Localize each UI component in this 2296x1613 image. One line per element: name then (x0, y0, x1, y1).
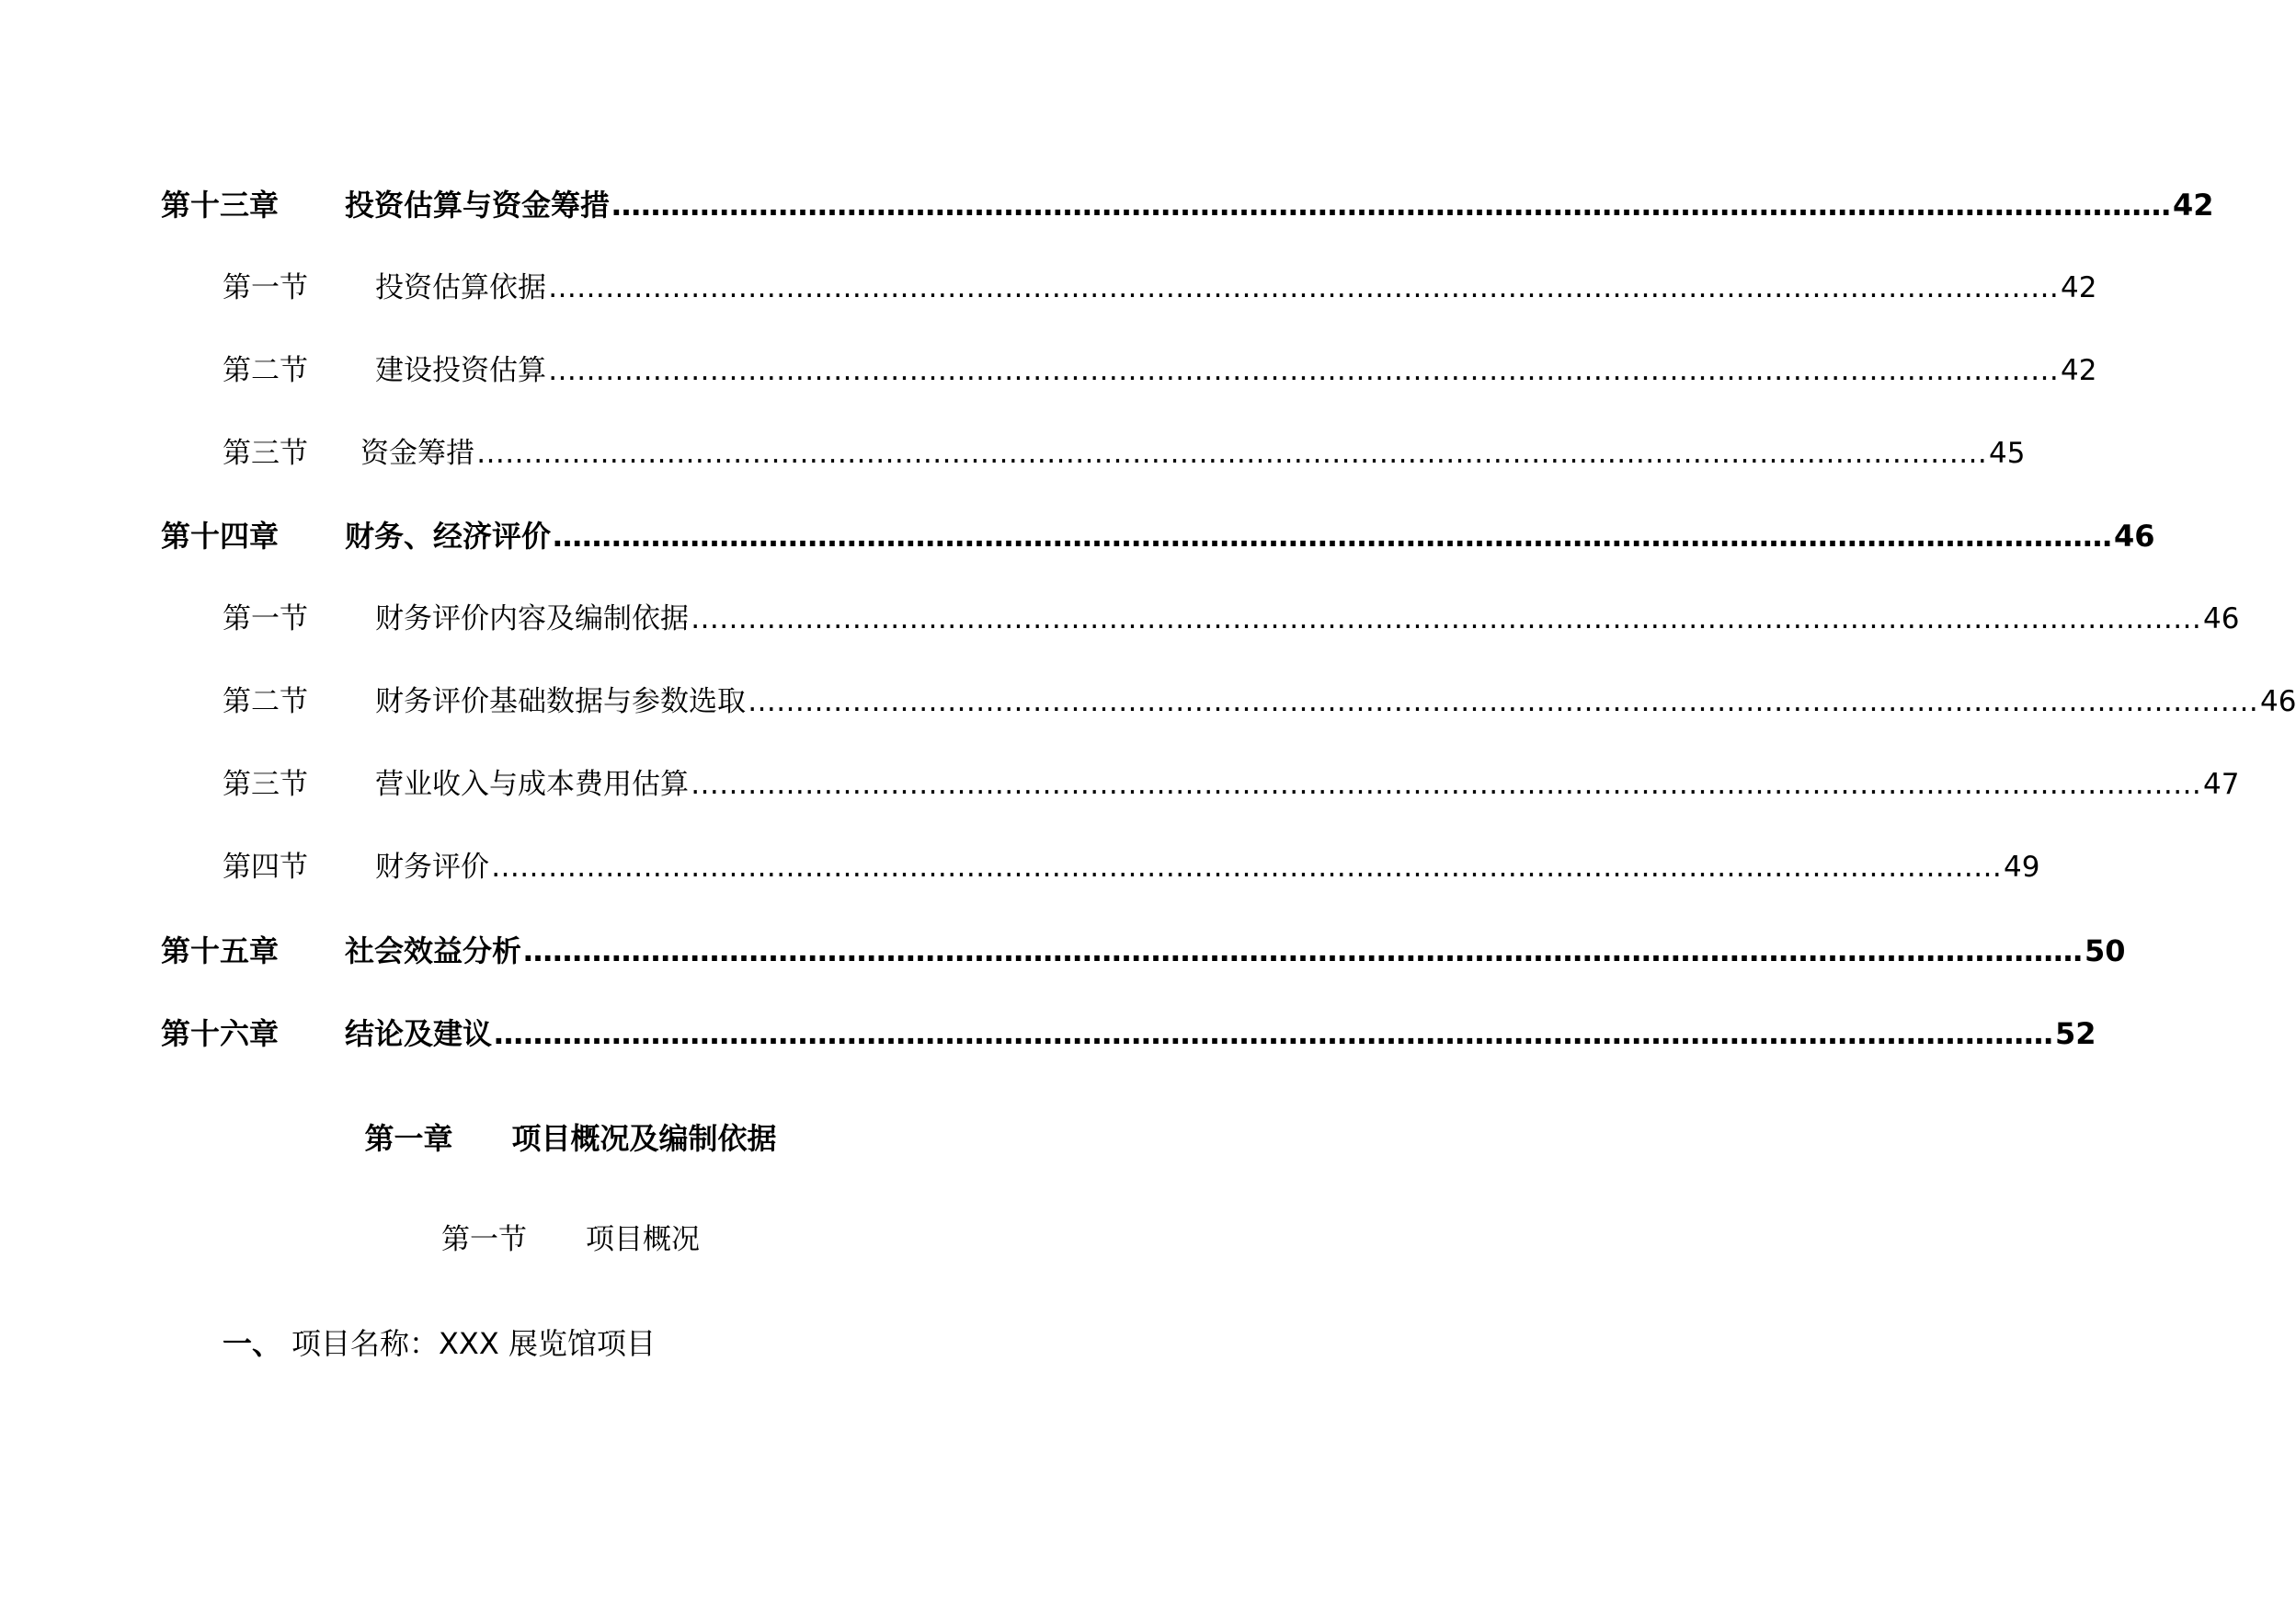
toc-entry-page: 46 (2114, 519, 2155, 554)
toc-entry-body (375, 265, 2097, 311)
toc-entry-page: 42 (2061, 354, 2097, 387)
chapter-heading-title: 项目概况及编制依据 (511, 1121, 777, 1156)
toc-entry-title: 投资估算与资金筹措 (345, 188, 611, 223)
chapter-heading (0, 1115, 1141, 1161)
toc-entry-page: 50 (2085, 933, 2126, 968)
toc-leader-dots: …………………………………………………………………………………………………………………………………………… (494, 1016, 2054, 1051)
toc-entry-page: 46 (2260, 685, 2296, 718)
toc-entry-page: 49 (2004, 851, 2040, 884)
toc-entry-title: 财务、经济评价 (345, 519, 552, 554)
toc-leader-dots: …………………………………………………………………………………………………………………………………………… (748, 685, 2258, 718)
item-text: 项目名称：XXX 展览馆项目 (291, 1326, 656, 1361)
project-name-item (223, 1321, 656, 1367)
toc-entry-section[interactable] (0, 844, 2040, 890)
toc-entry-title: 营业收入与成本费用估算 (375, 768, 689, 801)
toc-entry-label: 第十六章 (161, 1016, 280, 1051)
toc-entry-title: 财务评价内容及编制依据 (375, 602, 689, 635)
toc-entry-label: 第三节 (223, 437, 308, 470)
toc-entry-body (345, 1011, 2096, 1057)
toc-entry-label: 第一节 (223, 271, 308, 304)
toc-entry-label: 第二节 (223, 685, 308, 718)
toc-entry-body (375, 348, 2097, 394)
toc-leader-dots: …………………………………………………………………………………………………………………………………………… (491, 851, 2002, 884)
toc-entry-title: 财务评价 (375, 851, 489, 884)
toc-entry-chapter-14[interactable] (0, 513, 2155, 559)
toc-leader-dots: …………………………………………………………………………………………………………………………………………… (611, 188, 2172, 223)
toc-entry-body (345, 513, 2155, 559)
toc-entry-page: 52 (2055, 1016, 2096, 1051)
toc-entry-page: 45 (1989, 437, 2026, 470)
toc-entry-body (375, 596, 2240, 642)
toc-entry-body (375, 761, 2240, 807)
toc-entry-section[interactable] (0, 596, 2240, 642)
toc-entry-label: 第二节 (223, 354, 308, 387)
toc-entry-body (345, 182, 2214, 228)
toc-entry-page: 42 (2061, 271, 2097, 304)
toc-entry-section[interactable] (0, 430, 2026, 476)
toc-entry-section[interactable] (0, 265, 2097, 311)
toc-leader-dots: …………………………………………………………………………………………………………………………………………… (691, 768, 2201, 801)
toc-entry-page: 47 (2203, 768, 2240, 801)
toc-entry-section[interactable] (0, 679, 2296, 725)
toc-entry-chapter-13[interactable] (0, 182, 2214, 228)
toc-entry-title: 社会效益分析 (345, 933, 522, 968)
toc-entry-label: 第三节 (223, 768, 308, 801)
toc-entry-title: 结论及建议 (345, 1016, 493, 1051)
toc-entry-page: 42 (2173, 188, 2214, 223)
toc-entry-label: 第四节 (223, 851, 308, 884)
toc-leader-dots: …………………………………………………………………………………………………………………………………………… (548, 271, 2059, 304)
toc-leader-dots: …………………………………………………………………………………………………………………………………………… (548, 354, 2059, 387)
chapter-heading-label: 第一章 (364, 1121, 453, 1156)
toc-leader-dots: …………………………………………………………………………………………………………………………………………… (476, 437, 1987, 470)
toc-entry-body (375, 844, 2040, 890)
toc-entry-label: 第十四章 (161, 519, 280, 554)
toc-entry-body (375, 679, 2296, 725)
toc-entry-title: 建设投资估算 (375, 354, 546, 387)
toc-leader-dots: …………………………………………………………………………………………………………………………………………… (691, 602, 2201, 635)
toc-leader-dots: …………………………………………………………………………………………………………………………………………… (553, 519, 2113, 554)
section-heading (0, 1217, 1141, 1263)
toc-entry-title: 资金筹措 (360, 437, 474, 470)
toc-entry-body (360, 430, 2026, 476)
toc-entry-chapter-16[interactable] (0, 1011, 2096, 1057)
toc-entry-body (345, 928, 2126, 974)
toc-entry-label: 第十五章 (161, 933, 280, 968)
toc-entry-title: 投资估算依据 (375, 271, 546, 304)
section-heading-label: 第一节 (441, 1223, 527, 1256)
toc-entry-title: 财务评价基础数据与参数选取 (375, 685, 746, 718)
toc-entry-section[interactable] (0, 348, 2097, 394)
item-number: 一、 (223, 1326, 282, 1361)
toc-leader-dots: …………………………………………………………………………………………………………………………………………… (523, 933, 2084, 968)
toc-entry-chapter-15[interactable] (0, 928, 2126, 974)
toc-entry-label: 第十三章 (161, 188, 280, 223)
toc-entry-page: 46 (2203, 602, 2240, 635)
section-heading-title: 项目概况 (586, 1223, 700, 1256)
toc-entry-section[interactable] (0, 761, 2240, 807)
toc-entry-label: 第一节 (223, 602, 308, 635)
